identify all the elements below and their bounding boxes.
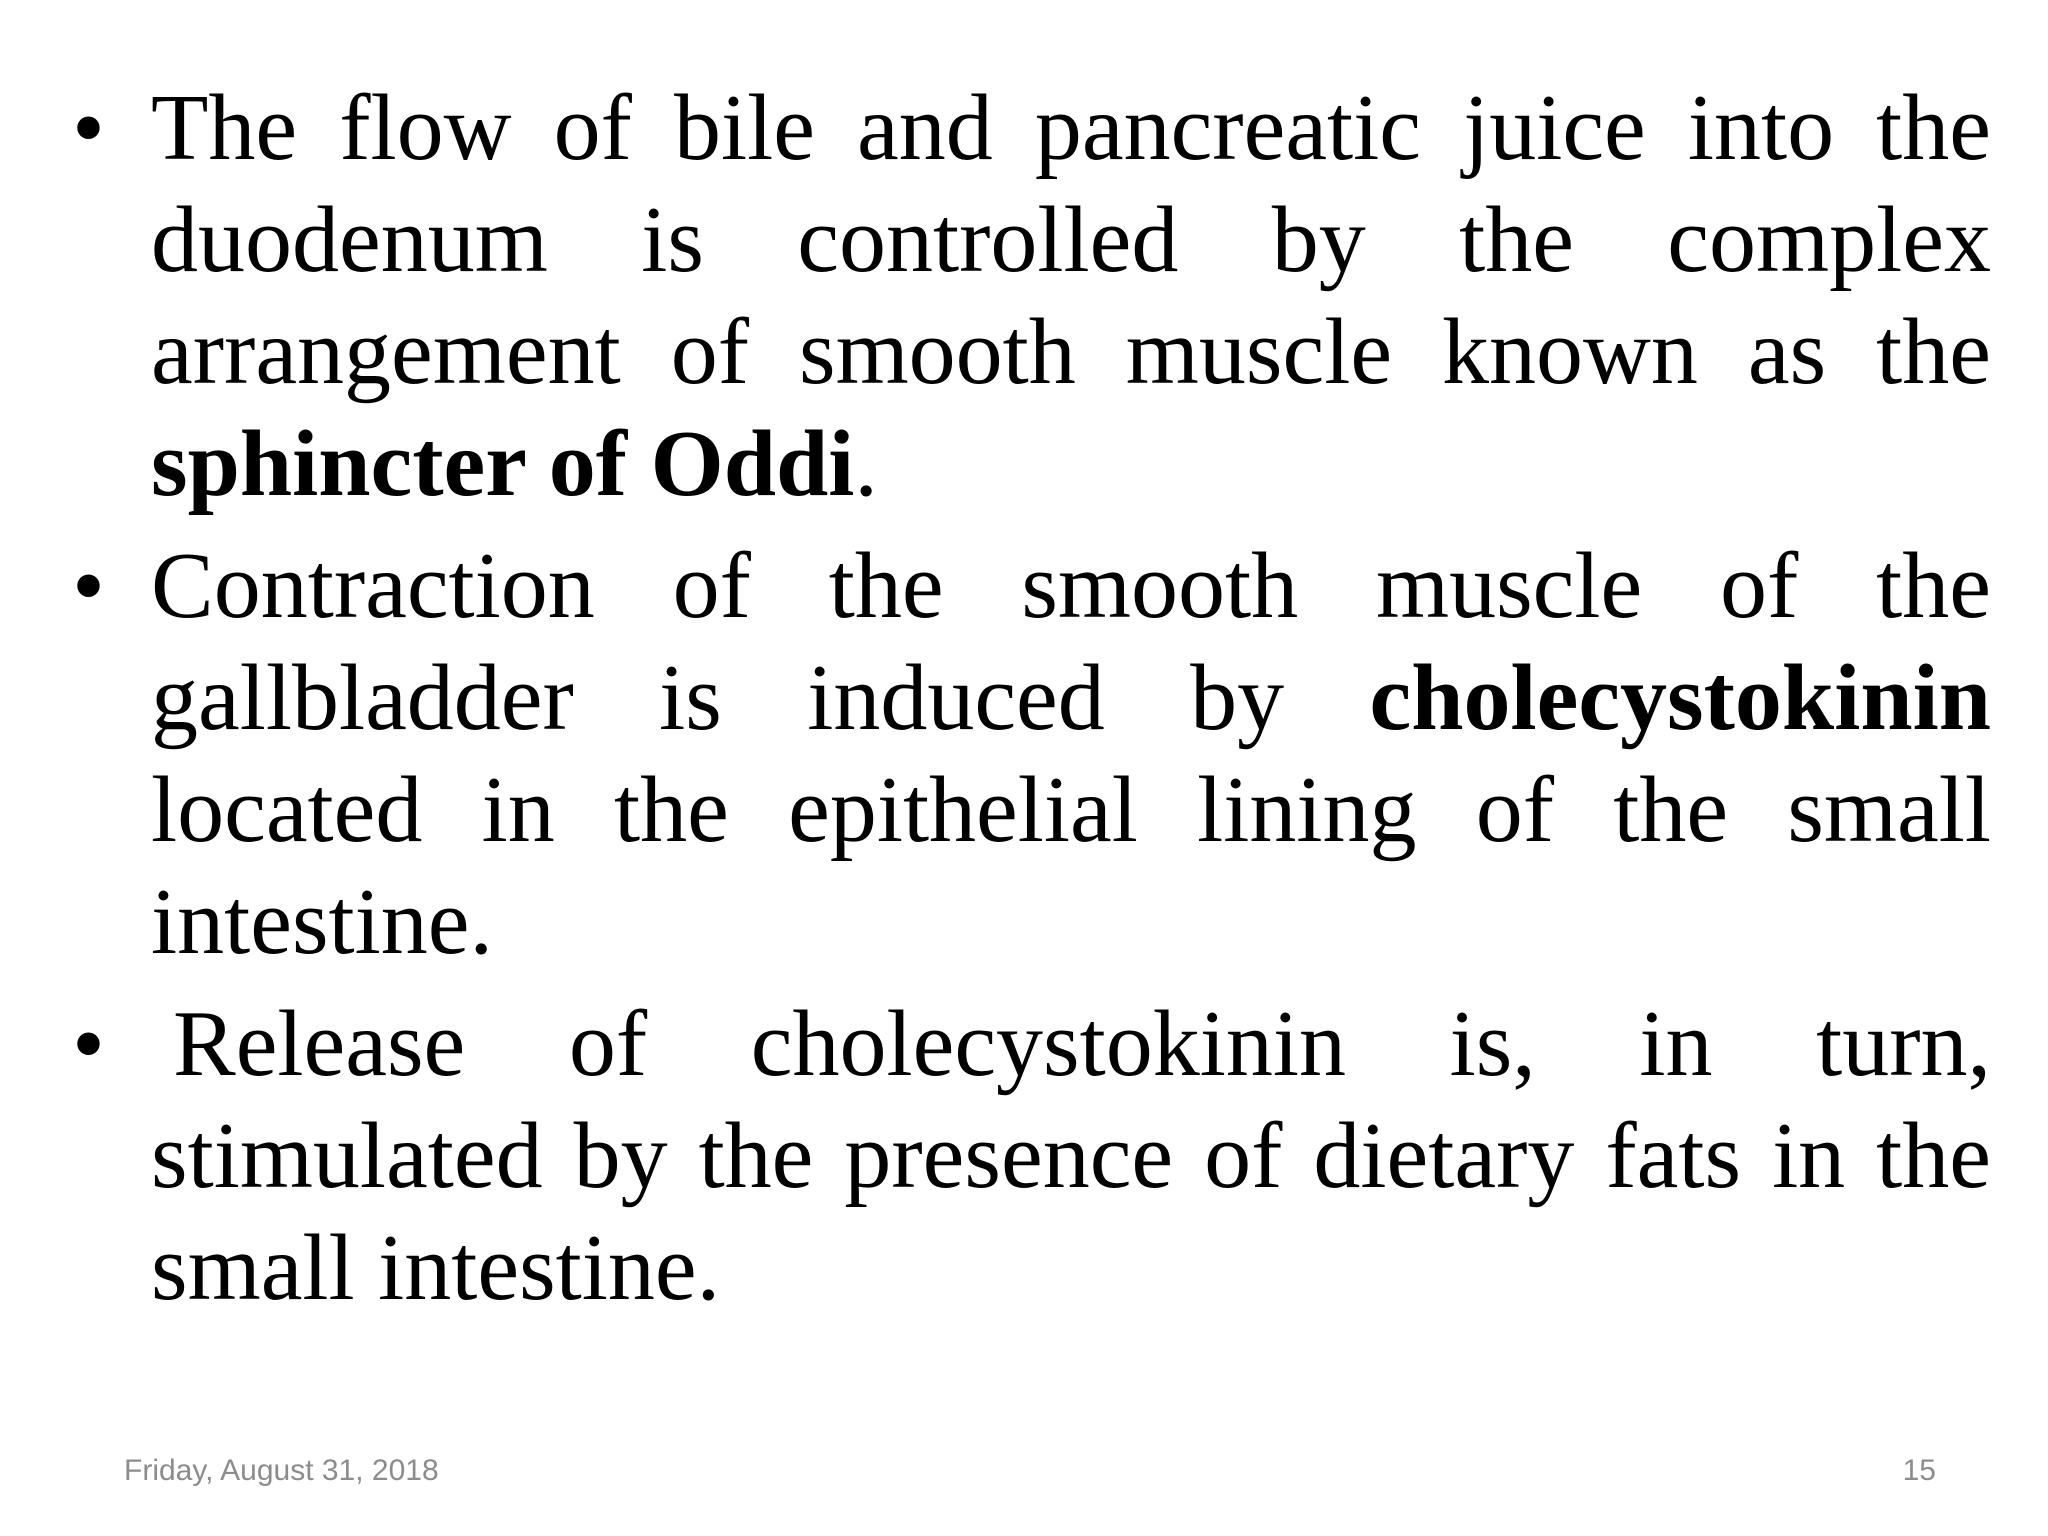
bold-term: sphincter of Oddi xyxy=(151,412,855,516)
bullet-item-sphincter xyxy=(66,72,1991,520)
bullet-text: The flow of bile and pancreatic juice into the duodenum is controlled by the complex arrangement of smooth muscle known as the xyxy=(151,76,1991,404)
bold-term: cholecystokinin xyxy=(1369,646,1991,750)
bullet-list xyxy=(66,72,1991,1334)
bullet-text-end: . xyxy=(854,412,878,516)
bullet-item-contraction xyxy=(66,530,1991,978)
bullet-text: Contraction of the smooth muscle of the gallbladder is induced by xyxy=(151,534,1991,750)
bullet-item-release xyxy=(66,988,1991,1324)
bullet-text-end: located in the epithelial lining of the small intestine. xyxy=(151,758,1991,974)
bullet-text: Release of cholecystokinin is, in turn, stimulated by the presence of dietary fats in the small intestine. xyxy=(151,992,1991,1320)
slide-number: 15 xyxy=(1902,1454,1936,1487)
footer-date: Friday, August 31, 2018 xyxy=(124,1454,439,1487)
